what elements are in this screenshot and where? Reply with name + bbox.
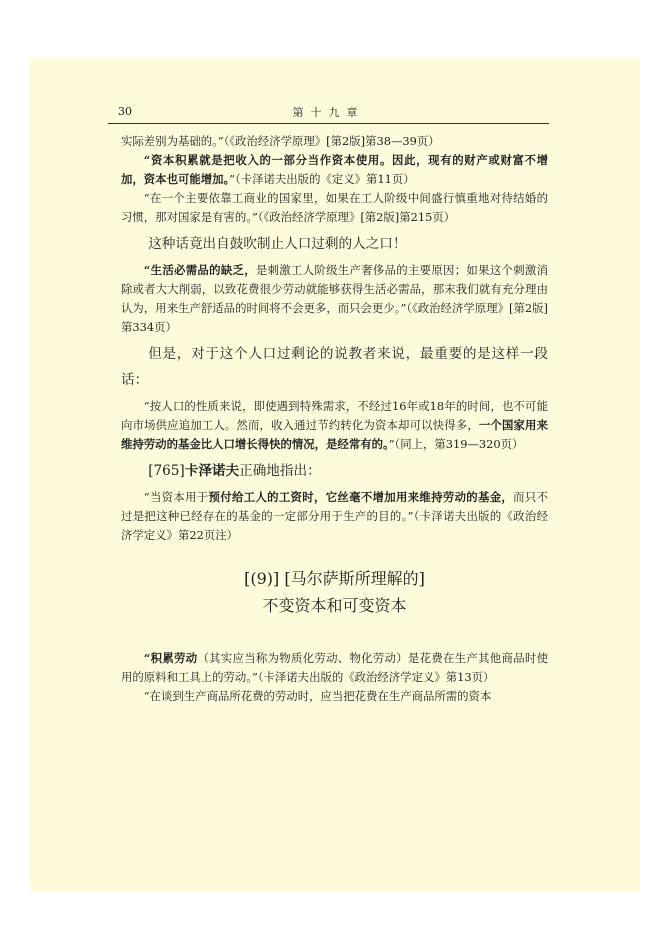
page-content — [121, 132, 548, 706]
quote-paragraph-8: “在谈到生产商品所花费的劳动时，应当把花费在生产商品所需的资本 — [143, 689, 492, 703]
bold-text: 一个国家用来维持劳动的基金比人口增长得快的情况，是经常有的。 — [121, 418, 548, 451]
body-paragraph-3: [765]卡泽诺夫正确地指出： — [148, 463, 321, 479]
body-paragraph-1: 这种话竟出自鼓吹制止人口过剩的人之口！ — [148, 236, 407, 252]
body-paragraph-2: 但是，对于这个人口过剩论的说教者来说，最重要的是这样一段话： — [121, 346, 548, 388]
quote-paragraph-1: 实际差别为基础的。”（《政治经济学原理》[第2版]第38—39页） — [121, 134, 440, 148]
page-number: 30 — [118, 105, 132, 118]
quote-paragraph-2: “资本积累就是把收入的一部分当作资本使用。因此，现有的财产或财富不增加，资本也可能增加。”（卡泽诺夫出版的《定义》第11页） — [121, 153, 548, 186]
quote-paragraph-4: “生活必需品的缺乏，是刺激工人阶级生产奢侈品的主要原因；如果这个刺激消除或者大大削弱，以致花费很少劳动就能够获得生活必需品，那末我们就有充分理由认为，用来生产舒适品的时间将不会更多，而只会更少。”（《政治经济学原理》[第2版]第334页） — [121, 263, 548, 334]
bold-text: 预付给工人的工资时，它丝毫不增加用来维持劳动的基金， — [208, 490, 514, 504]
section-title-line-1: [(9)] [马尔萨斯所理解的] — [244, 569, 425, 588]
bold-text: “生活必需品的缺乏， — [143, 263, 256, 277]
manuscript-page-ref: [765] — [148, 463, 185, 479]
chapter-title: 第十九章 — [292, 106, 365, 119]
section-title-line-2: 不变资本和可变资本 — [262, 596, 407, 615]
bold-text: “积累劳动 — [143, 651, 198, 665]
bold-text: 因此，现有的财产或财富不增加，资本也可能增加。 — [121, 153, 548, 186]
bold-text: 卡泽诺夫 — [184, 463, 240, 479]
quote-paragraph-3: “在一个主要依靠工商业的国家里，如果在工人阶级中间盛行慎重地对待结婚的习惯，那对国家是有害的。”（《政治经济学原理》[第2版]第215页） — [121, 191, 548, 224]
page-header — [108, 101, 549, 124]
bold-text: “资本积累就是把收入的一部分当作资本使用。 — [143, 153, 392, 167]
quote-paragraph-7: “积累劳动（其实应当称为物质化劳动、物化劳动）是花费在生产其他商品时使用的原料和工具上的劳动。”（卡泽诺夫出版的《政治经济学定义》第13页） — [121, 651, 548, 684]
quote-paragraph-5: “按人口的性质来说，即使遇到特殊需求，不经过16年或18年的时间，也不可能向市场供应追加工人。然而，收入通过节约转化为资本却可以快得多，一个国家用来维持劳动的基金比人口增长得快的情况，是经常有的。”（同上，第319—320页） — [121, 399, 548, 451]
quote-paragraph-6: “当资本用于预付给工人的工资时，它丝毫不增加用来维持劳动的基金，而只不过是把这种已经存在的基金的一定部分用于生产的目的。”（卡泽诺夫出版的《政治经济学定义》第22页注） — [121, 490, 548, 542]
